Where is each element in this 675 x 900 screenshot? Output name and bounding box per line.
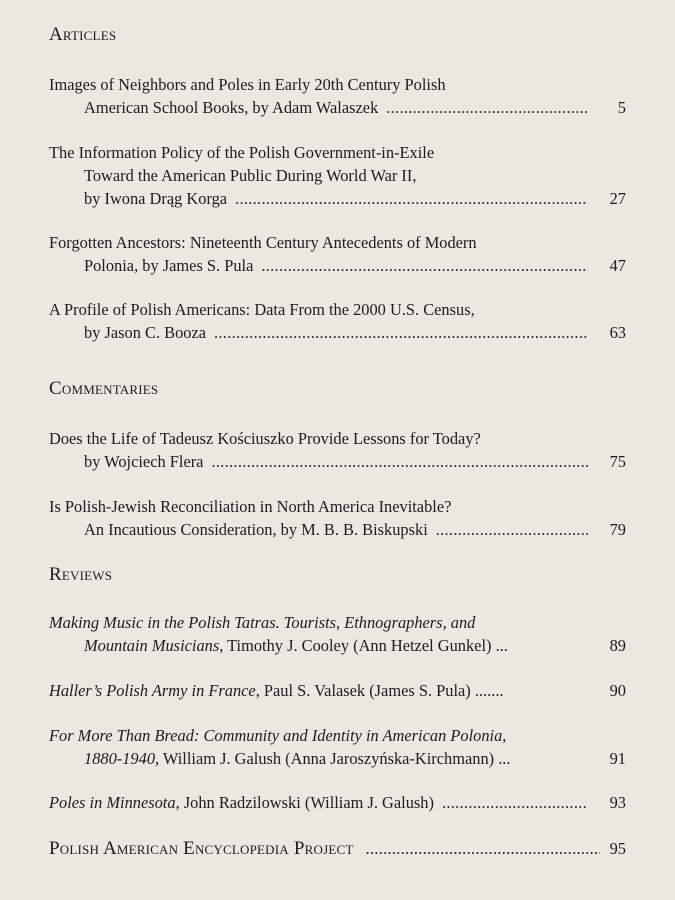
toc-entry-commentary-1 bbox=[49, 427, 626, 473]
page-number: 27 bbox=[609, 189, 626, 208]
dot-leader bbox=[261, 254, 588, 277]
entry-line: The Information Policy of the Polish Government-in-Exile bbox=[49, 143, 435, 162]
dot-leader bbox=[386, 96, 588, 119]
dot-leader bbox=[211, 450, 588, 473]
toc-entry-review-4 bbox=[49, 791, 626, 814]
page-number: 95 bbox=[609, 839, 626, 858]
review-title-line: Making Music in the Polish Tatras. Tourists, Ethnographers, and bbox=[49, 613, 476, 632]
section-heading-encyclopedia: Polish American Encyclopedia Project bbox=[49, 838, 354, 859]
page-number: 91 bbox=[609, 749, 626, 768]
dot-leader bbox=[436, 518, 588, 541]
page-number: 5 bbox=[617, 98, 626, 117]
review-credits: , Timothy J. Cooley (Ann Hetzel Gunkel) ... bbox=[219, 636, 508, 655]
entry-line: by Iwona Drąg Korga bbox=[84, 189, 228, 208]
toc-entry-article-3 bbox=[49, 231, 626, 277]
toc-entry-article-1 bbox=[49, 73, 626, 119]
entry-line: Toward the American Public During World War II, bbox=[84, 166, 417, 185]
entry-line: by Wojciech Flera bbox=[84, 452, 204, 471]
page-number: 93 bbox=[609, 793, 626, 812]
dot-leader bbox=[442, 791, 588, 814]
entry-line: Forgotten Ancestors: Nineteenth Century Antecedents of Modern bbox=[49, 233, 477, 252]
review-title: 1880-1940 bbox=[84, 749, 156, 768]
entry-line: by Jason C. Booza bbox=[84, 323, 207, 342]
entry-line: Does the Life of Tadeusz Kościuszko Provide Lessons for Today? bbox=[49, 429, 481, 448]
section-heading-reviews: Reviews bbox=[49, 564, 113, 585]
toc-entry-review-2 bbox=[49, 679, 626, 702]
entry-line: American School Books, by Adam Walaszek bbox=[84, 98, 379, 117]
page-number: 79 bbox=[609, 520, 626, 539]
review-title: Haller’s Polish Army in France bbox=[49, 681, 256, 700]
page-number: 63 bbox=[609, 323, 626, 342]
toc-entry-article-4 bbox=[49, 298, 626, 344]
section-heading-commentaries: Commentaries bbox=[49, 378, 159, 399]
entry-line: An Incautious Consideration, by M. B. B. Biskupski bbox=[84, 520, 428, 539]
toc-entry-encyclopedia bbox=[49, 838, 626, 860]
review-credits: , Paul S. Valasek (James S. Pula) ....... bbox=[255, 681, 504, 700]
review-credits: , John Radzilowski (William J. Galush) bbox=[175, 793, 434, 812]
page-number: 47 bbox=[609, 256, 626, 275]
entry-line: Images of Neighbors and Poles in Early 20th Century Polish bbox=[49, 75, 446, 94]
dot-leader bbox=[214, 321, 588, 344]
toc-entry-review-3 bbox=[49, 724, 626, 770]
dot-leader bbox=[235, 187, 588, 210]
entry-line: A Profile of Polish Americans: Data From the 2000 U.S. Census, bbox=[49, 300, 475, 319]
section-heading-articles: Articles bbox=[49, 24, 117, 45]
review-credits: , William J. Galush (Anna Jaroszyńska-Kirchmann) ... bbox=[155, 749, 511, 768]
entry-line: Is Polish-Jewish Reconciliation in North America Inevitable? bbox=[49, 497, 452, 516]
review-title: Mountain Musicians bbox=[84, 636, 220, 655]
entry-line: Polonia, by James S. Pula bbox=[84, 256, 254, 275]
review-title-line: For More Than Bread: Community and Identity in American Polonia, bbox=[49, 726, 507, 745]
toc-entry-commentary-2 bbox=[49, 495, 626, 541]
dot-leader bbox=[365, 839, 599, 859]
review-title: Poles in Minnesota bbox=[49, 793, 176, 812]
toc-entry-review-1 bbox=[49, 611, 626, 657]
toc-entry-article-2 bbox=[49, 141, 626, 210]
page-number: 75 bbox=[609, 452, 626, 471]
page-number: 90 bbox=[609, 681, 626, 700]
page-number: 89 bbox=[609, 636, 626, 655]
